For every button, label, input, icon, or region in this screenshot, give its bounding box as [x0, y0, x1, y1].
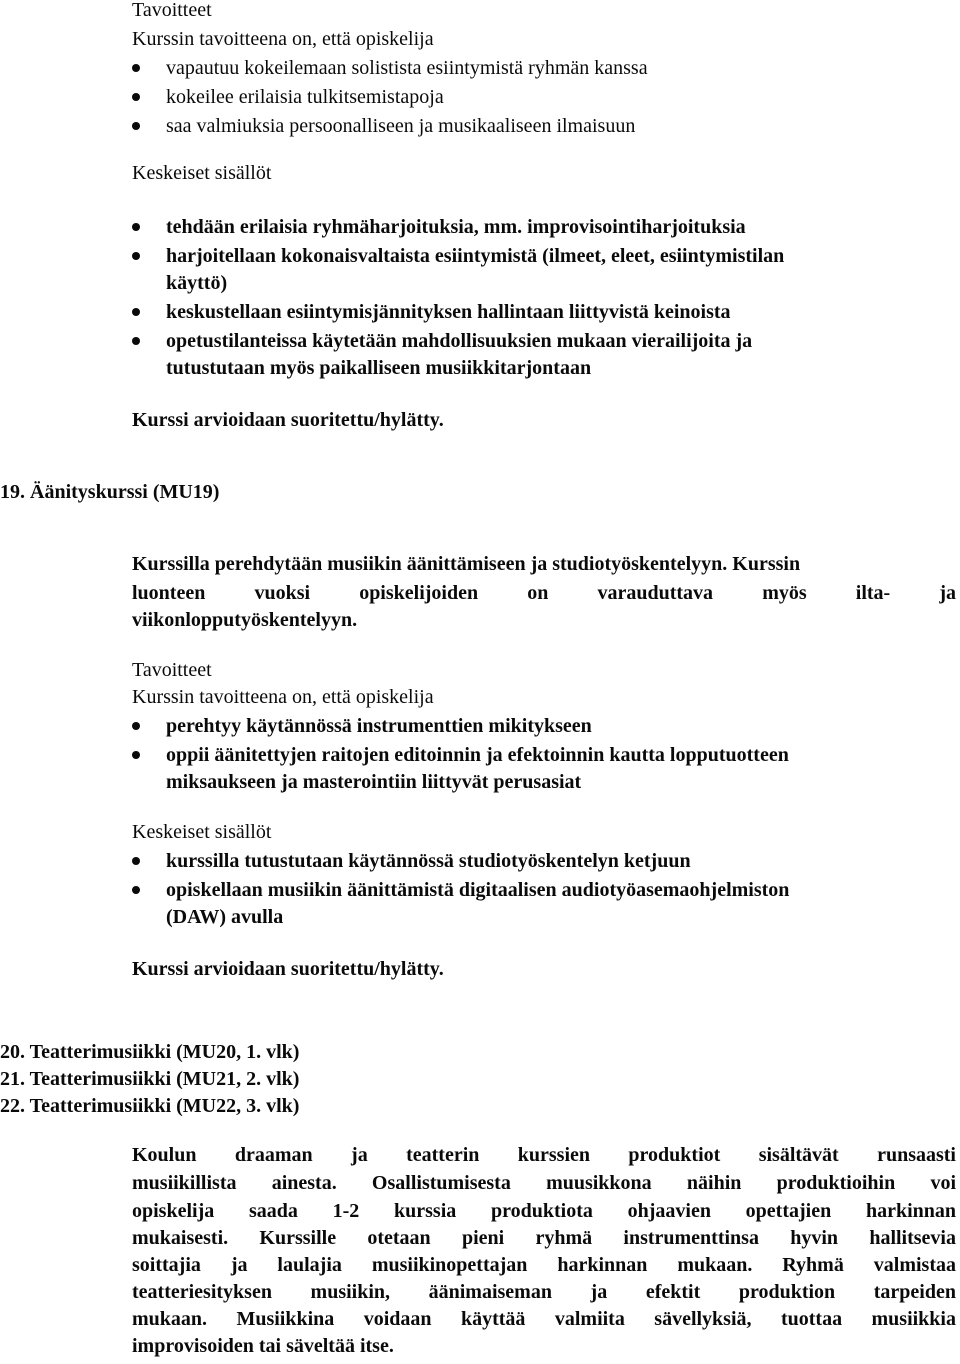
bullet-icon [132, 308, 140, 316]
bullet-icon [132, 252, 140, 260]
list-item: vapautuu kokeilemaan solistista esiintymistä ryhmän kanssa [166, 57, 648, 79]
bullet-icon [132, 93, 140, 101]
list-item: opetustilanteissa käytetään mahdollisuuksien mukaan vierailijoita ja [166, 330, 753, 352]
course-title: 22. Teatterimusiikki (MU22, 3. vlk) [0, 1095, 300, 1117]
list-item: tehdään erilaisia ryhmäharjoituksia, mm. improvisointiharjoituksia [166, 216, 746, 238]
assessment-text: Kurssi arvioidaan suoritettu/hylätty. [132, 409, 444, 431]
goals-intro: Kurssin tavoitteena on, että opiskelija [132, 28, 434, 50]
list-item: saa valmiuksia persoonalliseen ja musikaaliseen ilmaisuun [166, 115, 636, 137]
course-description-line: mukaan. Musiikkina voidaan käyttää valmiita sävellyksiä, tuottaa musiikkia [132, 1308, 956, 1330]
bullet-icon [132, 337, 140, 345]
contents-heading: Keskeiset sisällöt [132, 821, 272, 843]
bullet-icon [132, 857, 140, 865]
bullet-icon [132, 751, 140, 759]
course-description-line: Kurssilla perehdytään musiikin äänittämiseen ja studiotyöskentelyyn. Kurssin [132, 553, 801, 575]
course-description-line: Koulun draaman ja teatterin kurssien produktiot sisältävät runsaasti [132, 1144, 956, 1166]
list-item: perehtyy käytännössä instrumenttien mikitykseen [166, 715, 592, 737]
course-description-line: mukaisesti. Kurssille otetaan pieni ryhmä instrumenttinsa hyvin hallitsevia [132, 1227, 956, 1249]
course-description-line: luonteen vuoksi opiskelijoiden on varauduttava myös ilta- ja [132, 582, 956, 604]
goals-heading: Tavoitteet [132, 659, 212, 681]
course-title: 20. Teatterimusiikki (MU20, 1. vlk) [0, 1041, 300, 1063]
list-item: keskustellaan esiintymisjännityksen hallintaan liittyvistä keinoista [166, 301, 731, 323]
course-description-line: soittajia ja laulajia musiikinopettajan harkinnan mukaan. Ryhmä valmistaa [132, 1254, 956, 1276]
bullet-icon [132, 122, 140, 130]
bullet-icon [132, 64, 140, 72]
contents-heading: Keskeiset sisällöt [132, 162, 272, 184]
bullet-icon [132, 722, 140, 730]
course-title: 21. Teatterimusiikki (MU21, 2. vlk) [0, 1068, 300, 1090]
bullet-icon [132, 886, 140, 894]
course-description-line: improvisoiden tai säveltää itse. [132, 1335, 394, 1357]
course-description-line: teatteriesityksen musiikin, äänimaiseman ja efektit produktion tarpeiden [132, 1281, 956, 1303]
goals-intro: Kurssin tavoitteena on, että opiskelija [132, 686, 434, 708]
bullet-icon [132, 223, 140, 231]
course-description-line: opiskelija saada 1-2 kurssia produktiota ohjaavien opettajien harkinnan [132, 1200, 956, 1222]
list-item-continuation: tutustutaan myös paikalliseen musiikkitarjontaan [166, 357, 592, 379]
course-title: 19. Äänityskurssi (MU19) [0, 481, 220, 503]
list-item-continuation: käyttö) [166, 272, 228, 294]
course-description-line: musiikillista ainesta. Osallistumisesta muusikkona näihin produktioihin voi [132, 1172, 956, 1194]
assessment-text: Kurssi arvioidaan suoritettu/hylätty. [132, 958, 444, 980]
list-item: kurssilla tutustutaan käytännössä studiotyöskentelyn ketjuun [166, 850, 691, 872]
goals-heading: Tavoitteet [132, 0, 212, 21]
course-description-line: viikonlopputyöskentelyyn. [132, 609, 358, 631]
list-item: kokeilee erilaisia tulkitsemistapoja [166, 86, 444, 108]
list-item-continuation: (DAW) avulla [166, 906, 284, 928]
list-item: harjoitellaan kokonaisvaltaista esiintymistä (ilmeet, eleet, esiintymistilan [166, 245, 785, 267]
list-item: oppii äänitettyjen raitojen editoinnin ja efektoinnin kautta lopputuotteen [166, 744, 789, 766]
list-item-continuation: miksaukseen ja masterointiin liittyvät perusasiat [166, 771, 582, 793]
list-item: opiskellaan musiikin äänittämistä digitaalisen audiotyöasemaohjelmiston [166, 879, 790, 901]
